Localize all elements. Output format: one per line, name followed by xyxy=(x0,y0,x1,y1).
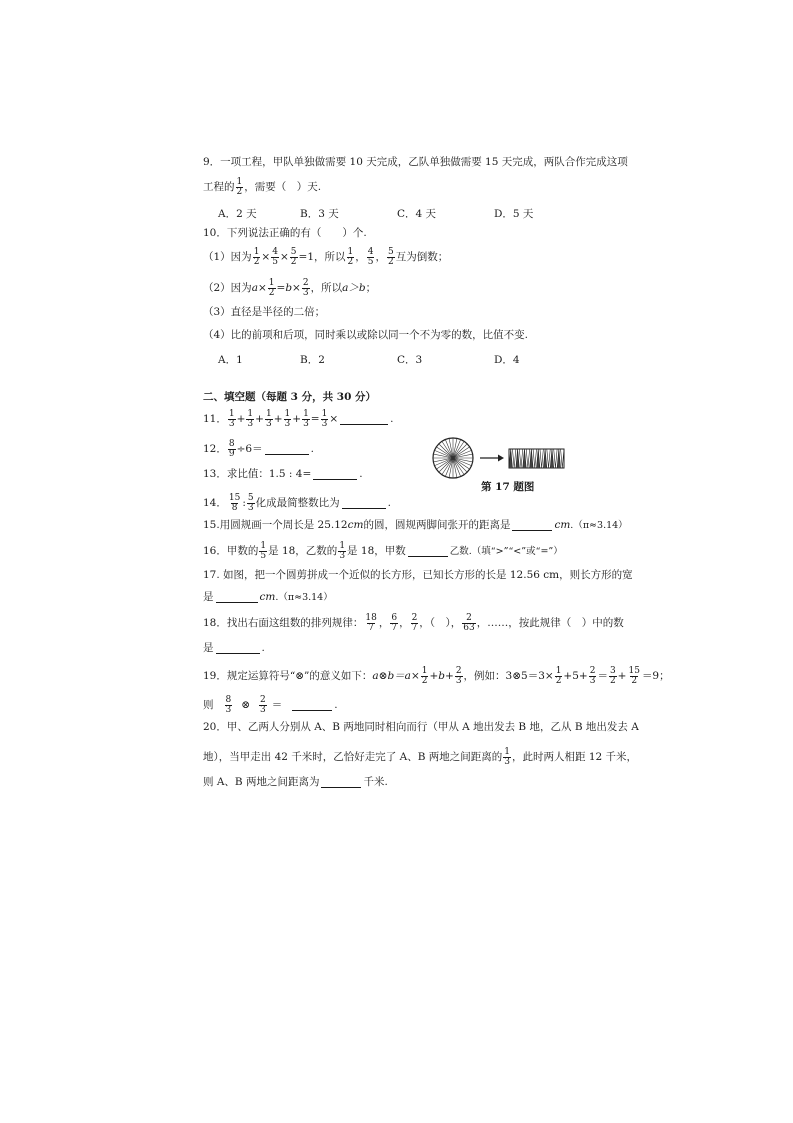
text: 则 A、B 两地之间距离为 xyxy=(203,776,320,789)
q9-option-b: B．3 天 xyxy=(300,208,339,220)
op: ⊗ xyxy=(241,699,251,712)
label: 14． xyxy=(203,497,227,510)
q10-option-b: B．2 xyxy=(300,354,325,366)
text: 19．规定运算符号“⊗”的意义如下： xyxy=(203,670,373,683)
q16 xyxy=(203,542,563,561)
label: 11． xyxy=(203,413,227,426)
fraction: $\frac{1}{5}$ xyxy=(260,541,267,561)
text: a⊗b＝a× xyxy=(372,670,420,683)
answer-blank[interactable] xyxy=(340,414,388,425)
text: × xyxy=(257,282,267,295)
text: =1，所以 xyxy=(298,251,346,264)
circle-sectors-icon xyxy=(433,438,473,478)
text: ，……，按此规律（ ）中的数 xyxy=(476,617,624,630)
fraction: $\frac{1}{3}$ xyxy=(321,409,328,429)
fraction: $\frac{2}{3}$ xyxy=(260,695,266,715)
fraction: $\frac{4}{5}$ xyxy=(367,247,374,267)
text: 18．找出右面这组数的排列规律： xyxy=(203,617,364,630)
var: a xyxy=(251,282,258,295)
q9-line2-post: ，需要（ ）天. xyxy=(244,181,322,194)
fraction: $\frac{1}{3}$ xyxy=(339,541,346,561)
strip-sector xyxy=(547,449,550,468)
text: ， xyxy=(375,251,386,264)
q17-figure xyxy=(430,435,580,481)
strip-sector xyxy=(540,449,543,468)
text: . xyxy=(334,699,338,712)
unit: cm xyxy=(259,591,276,604)
fraction: $\frac{15}{2}$ xyxy=(628,666,640,686)
strip-sector xyxy=(537,449,540,468)
text: ， xyxy=(355,251,366,264)
op: ＝ xyxy=(271,699,283,712)
answer-blank[interactable] xyxy=(408,546,448,557)
strip-sector xyxy=(533,449,536,468)
strip-sector xyxy=(512,449,515,468)
q19-line2 xyxy=(203,696,338,715)
var: b xyxy=(285,282,293,295)
text: 13．求比值：1.5 : 4= xyxy=(203,468,312,481)
q18-line1 xyxy=(203,614,624,633)
answer-blank[interactable] xyxy=(313,469,357,480)
var: a＞b xyxy=(342,282,366,295)
unit: cm xyxy=(554,519,571,532)
fraction: $\frac{1}{2}$ xyxy=(253,247,260,267)
q9-option-c: C．4 天 xyxy=(397,208,437,220)
q10-option-c: C．3 xyxy=(397,354,423,366)
text: 千米. xyxy=(363,776,388,789)
answer-blank[interactable] xyxy=(216,643,260,654)
strip-sector xyxy=(523,449,526,468)
fraction: $\frac{6}{7}$ xyxy=(391,613,398,633)
text: × xyxy=(279,251,289,264)
arrow-right-icon xyxy=(480,455,504,462)
fraction: $\frac{2}{7}$ xyxy=(411,613,418,633)
op: + xyxy=(255,413,264,426)
q9-line2-pre: 工程的 xyxy=(203,181,235,194)
fraction: $\frac{3}{2}$ xyxy=(609,666,616,686)
op: + xyxy=(292,413,302,426)
strip-sector xyxy=(554,449,557,468)
text: = xyxy=(276,282,286,295)
fraction: $\frac{5}{3}$ xyxy=(247,493,254,513)
fraction: $\frac{8}{9}$ xyxy=(228,439,235,459)
label: 12． xyxy=(203,443,227,456)
text: 地），当甲走出 42 千米时，乙恰好走完了 A、B 两地之间距离的 xyxy=(203,751,503,764)
strip-sector xyxy=(550,449,553,468)
op: ÷6＝ xyxy=(236,443,263,456)
text: 则 xyxy=(203,699,214,712)
op: : xyxy=(242,497,246,510)
text: ，（ ）， xyxy=(419,617,462,630)
op: = xyxy=(310,413,320,426)
fraction: $\frac{1}{3}$ xyxy=(228,409,235,429)
text: 16．甲数的 xyxy=(203,545,259,558)
fraction: $\frac{1}{2}$ xyxy=(555,666,562,686)
text: × xyxy=(261,251,271,264)
strip-sector xyxy=(561,449,564,468)
fraction: $\frac{5}{2}$ xyxy=(387,247,394,267)
text: . xyxy=(390,413,394,426)
text: 15.用圆规画一个周长是 25.12 xyxy=(203,519,348,532)
strip-sector xyxy=(543,449,546,468)
fraction: $\frac{4}{5}$ xyxy=(272,247,278,267)
text: 是 18，乙数的 xyxy=(268,545,338,558)
answer-blank[interactable] xyxy=(342,498,386,509)
fraction: $\frac{1}{3}$ xyxy=(284,409,291,429)
answer-blank[interactable] xyxy=(292,700,332,711)
strip-sector xyxy=(530,449,533,468)
fraction: $\frac{1}{2}$ xyxy=(268,278,275,298)
fraction: $\frac{1}{3}$ xyxy=(247,409,254,429)
fraction: $\frac{8}{3}$ xyxy=(225,695,232,715)
strip-sector xyxy=(526,449,529,468)
q20-line2 xyxy=(203,748,637,767)
text: ，此时两人相距 12 千米， xyxy=(512,751,638,764)
text: . xyxy=(261,642,265,655)
q17-figure-caption: 第 17 题图 xyxy=(481,481,535,493)
q17-line2 xyxy=(203,592,333,603)
text: +5+ xyxy=(563,670,588,683)
q9-line2 xyxy=(203,178,321,197)
strip-sector xyxy=(516,449,519,468)
q9-option-a: A．2 天 xyxy=(218,208,257,220)
op: + xyxy=(236,413,246,426)
strip-sector xyxy=(519,449,522,468)
text: .（π≈3.14） xyxy=(570,519,628,531)
fraction: $\frac{1}{3}$ xyxy=(303,409,309,429)
q10-title: 10．下列说法正确的有（ ）个. xyxy=(203,227,367,239)
rectangle-strips xyxy=(509,449,564,468)
section-title: 二、填空题（每题 3 分，共 30 分） xyxy=(203,391,377,403)
q18-line2 xyxy=(203,643,265,654)
q19-line1 xyxy=(203,667,670,686)
text: 乙数.（填“>”“<”或“=”） xyxy=(449,545,563,557)
text: ，所以 xyxy=(310,282,343,295)
q10-statement-3: （3）直径是半径的二倍； xyxy=(203,306,326,318)
arrow-head xyxy=(498,455,504,462)
answer-blank[interactable] xyxy=(216,592,258,603)
text: （1）因为 xyxy=(203,251,252,264)
fraction: $\frac{2}{3}$ xyxy=(455,666,462,686)
q17-line1: 17. 如图，把一个圆剪拼成一个近似的长方形，已知长方形的长是 12.56 cm，则长方形的宽 xyxy=(203,569,633,581)
fraction: $\frac{1}{3}$ xyxy=(265,409,272,429)
q10-statement-4: （4）比的前项和后项，同时乘以或除以同一个不为零的数，比值不变. xyxy=(203,329,529,341)
q13 xyxy=(203,469,363,480)
unit: cm xyxy=(347,519,364,532)
strip-sector xyxy=(557,449,560,468)
text: ， xyxy=(378,617,390,630)
fraction: $\frac{1}{3}$ xyxy=(504,747,510,767)
op: × xyxy=(329,413,339,426)
text: + xyxy=(617,670,627,683)
q15 xyxy=(203,520,628,531)
q9-option-d: D．5 天 xyxy=(494,208,534,220)
text: ， xyxy=(399,617,410,630)
text: .（π≈3.14） xyxy=(275,591,333,603)
fraction: $\frac{1}{2}$ xyxy=(347,247,354,267)
rectangle-strips-icon xyxy=(509,449,564,468)
text: . xyxy=(359,468,363,481)
answer-blank[interactable] xyxy=(512,520,552,531)
op: + xyxy=(273,413,283,426)
text: . xyxy=(387,497,391,510)
text: （2）因为 xyxy=(203,282,252,295)
q12 xyxy=(203,440,314,459)
text: ，例如：3⊗5＝3× xyxy=(463,670,554,683)
q20-line1: 20．甲、乙两人分别从 A、B 两地同时相向而行（甲从 A 地出发去 B 地，乙从 B 地出发去 A xyxy=(203,721,639,733)
q10-statement-2 xyxy=(203,279,376,298)
q20-line3 xyxy=(203,777,388,788)
q10-option-d: D．4 xyxy=(494,354,520,366)
text: 是 xyxy=(203,591,214,604)
text: 的圆，圆规两脚间张开的距离是 xyxy=(363,519,511,532)
text: +b+ xyxy=(429,670,454,683)
q11 xyxy=(203,410,394,429)
fraction: $\frac{18}{7}$ xyxy=(365,613,377,633)
text: 是 xyxy=(203,642,214,655)
answer-blank[interactable] xyxy=(321,777,361,788)
fraction: $\frac{2}{63}$ xyxy=(463,613,475,633)
fraction: $\frac{15}{8}$ xyxy=(228,493,241,513)
text: ＝ xyxy=(597,670,608,683)
text: ； xyxy=(365,282,377,295)
q10-option-a: A．1 xyxy=(218,354,243,366)
q14 xyxy=(203,494,391,513)
strip-sector xyxy=(509,449,512,468)
text: × xyxy=(292,282,301,295)
fraction: $\frac{1}{2}$ xyxy=(236,177,243,197)
text: 化成最简整数比为 xyxy=(255,497,340,510)
fraction: $\frac{5}{2}$ xyxy=(290,247,297,267)
text: 互为倒数； xyxy=(395,251,449,264)
circle-spokes xyxy=(433,438,473,478)
text: ＝9； xyxy=(641,670,670,683)
q10-statement-1 xyxy=(203,248,448,267)
answer-blank[interactable] xyxy=(265,444,309,455)
fraction: $\frac{2}{3}$ xyxy=(589,666,596,686)
fraction: $\frac{2}{3}$ xyxy=(302,278,309,298)
q9-line1: 9．一项工程，甲队单独做需要 10 天完成，乙队单独做需要 15 天完成，两队合作完成这项 xyxy=(203,156,628,168)
text: . xyxy=(310,443,314,456)
fraction: $\frac{1}{2}$ xyxy=(421,666,428,686)
text: 是 18，甲数 xyxy=(347,545,406,558)
